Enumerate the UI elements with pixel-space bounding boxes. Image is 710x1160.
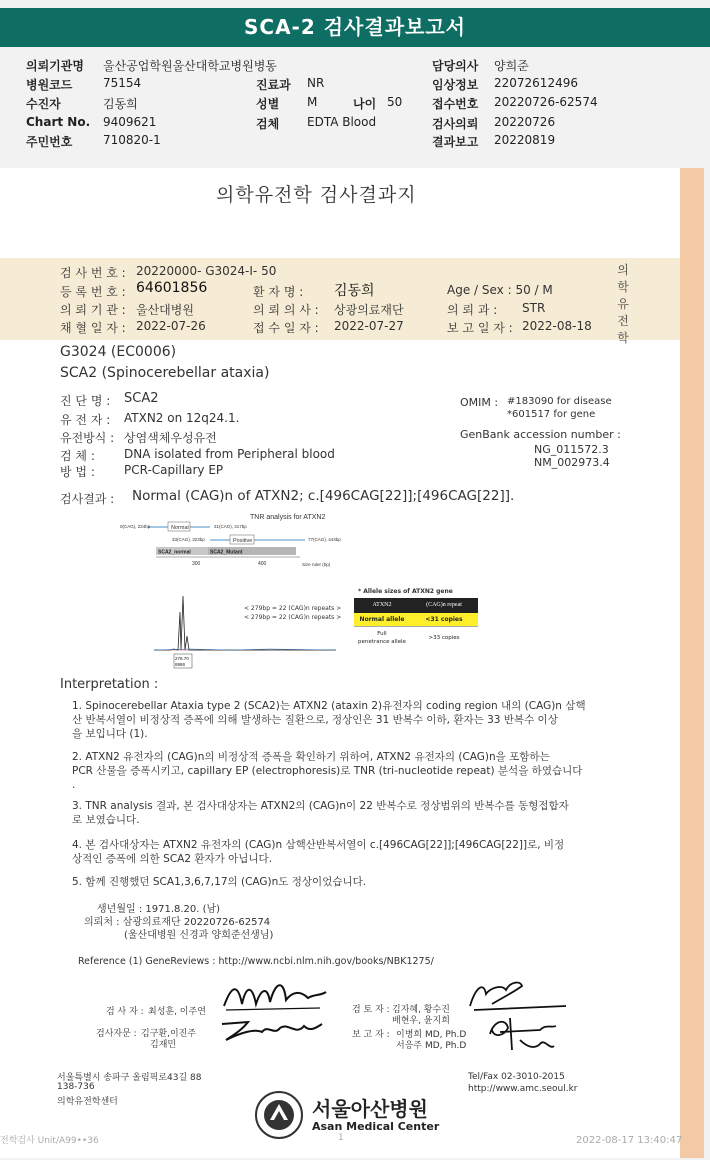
paragraph-line: 1. Spinocerebellar Ataxia type 2 (SCA2)는 ATXN2 (ataxin 2)유전자의 coding region 내의 (CAG)n 삼핵 — [72, 700, 586, 712]
info-label: 검 사 번 호 : — [60, 266, 126, 280]
inheritance: 상염색체우성유전 — [124, 431, 217, 445]
reviewers: 김자혜, 황수진 — [392, 1005, 450, 1015]
address-line-3: 의학유전학센터 — [57, 1097, 118, 1107]
reporter-signature — [480, 1010, 570, 1062]
client-detail: (울산대병원 신경과 양희준선생님) — [124, 930, 274, 941]
birth-date: 생년월일 : 1971.8.20. (남) — [97, 904, 221, 915]
field-label: 방 법 : — [60, 465, 95, 479]
paragraph-line: 4. 본 검사대상자는 ATXN2 유전자의 (CAG)n 삼핵산반복서열이 c.[496CAG[22]];[496CAG[22]]로, 비정 — [72, 839, 565, 851]
header-label: 나이 — [353, 97, 377, 111]
positive-box-label: Positive — [233, 538, 253, 544]
omim-gene: *601517 for gene — [507, 409, 596, 420]
reporters: 이병희 MD, Ph.D — [396, 1030, 467, 1040]
header-label: 접수번호 — [432, 97, 479, 111]
reference: Reference (1) GeneReviews : http://www.ncbi.nlm.nih.gov/books/NBK1275/ — [78, 956, 434, 967]
field-label: 유 전 자 : — [60, 413, 111, 427]
allele-cell-line: penetrance allele — [358, 639, 406, 645]
peak-note-2: < 279bp = 22 (CAG)n repeats > — [244, 614, 342, 621]
paragraph-line: . — [72, 779, 76, 791]
header-value: 양희준 — [494, 59, 529, 73]
patient-name: 김동희 — [334, 283, 375, 299]
header-label: Chart No. — [26, 115, 91, 129]
header-value: NR — [307, 76, 325, 90]
unit-footer: 전학검사 Unit/A99••36 — [0, 1136, 99, 1146]
tick-300: 300 — [192, 561, 201, 567]
omim-label: OMIM : — [460, 396, 499, 409]
tnr-right-label-1: 31(CAG), 317bp — [214, 524, 247, 529]
header-value: 50 — [387, 95, 403, 109]
tel-fax: Tel/Fax 02-3010-2015 — [468, 1072, 565, 1082]
print-timestamp: 2022-08-17 13:40:47 — [576, 1135, 683, 1146]
paragraph-line: 을 보입니다 (1). — [72, 728, 148, 740]
allele-cell — [354, 627, 410, 649]
omim-disease: #183090 for disease — [507, 396, 612, 407]
header-label: 주민번호 — [26, 135, 73, 149]
header-label: 담당의사 — [432, 59, 479, 73]
interpretation-paragraph-2 — [72, 750, 582, 792]
header-label: 결과보고 — [432, 135, 479, 149]
allele-cell: Normal allele — [354, 613, 410, 626]
method: PCR-Capillary EP — [124, 463, 224, 477]
logo-english: Asan Medical Center — [312, 1120, 440, 1133]
asan-foundation-seal — [254, 1090, 304, 1140]
counsel-signature — [218, 1014, 338, 1044]
client-info: 의뢰처 : 삼광의료재단 20220726-62574 — [84, 917, 271, 928]
allele-cell-line: Full — [377, 631, 387, 637]
interpretation-paragraph-3 — [72, 799, 569, 827]
collection-date: 2022-07-26 — [136, 319, 206, 333]
report-date: 2022-08-18 — [522, 319, 592, 333]
testers: 최성훈, 이주연 — [148, 1007, 206, 1017]
paragraph-line: 산 반복서열이 비정상적 증폭에 의해 발생하는 질환으로, 정상인은 31 반복수 이하, 환자는 33 반복수 이상 — [72, 714, 558, 726]
logo-korean: 서울아산병원 — [312, 1097, 428, 1121]
website: http://www.amc.seoul.kr — [468, 1084, 578, 1094]
header-label: 의뢰기관명 — [26, 59, 84, 73]
normal-box-label: Normal — [171, 525, 189, 531]
paragraph-line: 3. TNR analysis 결과, 본 검사대상자는 ATXN2의 (CAG)n이 22 반복수로 정상범위의 반복수를 동형접합자 — [72, 800, 569, 812]
sign-label: 검 사 자 : — [106, 1007, 144, 1017]
electropherogram — [150, 592, 340, 670]
header-value: 20220726 — [494, 115, 556, 129]
sign-label: 보 고 자 : — [352, 1030, 390, 1040]
bar-normal-label: SCA2_normal — [158, 549, 191, 556]
allele-col-header: ATXN2 — [372, 602, 392, 608]
tnr-right-label-2: 77(CAG), 443bp — [308, 537, 341, 542]
interpretation-heading: Interpretation : — [60, 677, 159, 692]
info-label: 등 록 번 호 : — [60, 285, 126, 299]
tnr-diagram — [110, 510, 360, 570]
header-label: 진료과 — [256, 78, 291, 92]
info-label: 의 뢰 의 사 : — [253, 303, 319, 317]
paragraph-line: 상적인 증폭에 의한 SCA2 환자가 아닙니다. — [72, 853, 273, 865]
tnr-left-label-2: 33(CAG), 323bp — [172, 537, 205, 542]
tick-400: 400 — [258, 561, 267, 567]
sign-label: 검사자문 : — [96, 1029, 137, 1039]
sign-label: 검 토 자 : — [352, 1005, 390, 1015]
allele-table — [354, 598, 478, 649]
allele-cell: >33 copies — [428, 635, 460, 641]
info-label: 의 뢰 기 관 : — [60, 303, 126, 317]
header-value: 75154 — [103, 76, 142, 90]
allele-col-header: (CAG)n repeat — [426, 602, 462, 608]
header-label: 병원코드 — [26, 78, 73, 92]
interpretation-paragraph-5: 5. 함께 진행했던 SCA1,3,6,7,17의 (CAG)n도 정상이었습니다. — [72, 876, 367, 888]
header-value: 김동희 — [103, 97, 138, 111]
allele-table-title: * Allele sizes of ATXN2 gene — [358, 588, 453, 595]
reviewers-2: 배현우, 윤지희 — [392, 1016, 450, 1026]
header-value: 9409621 — [103, 115, 157, 129]
counselors-2: 김재민 — [150, 1040, 177, 1050]
field-label: 유전방식 : — [60, 431, 115, 445]
specimen: DNA isolated from Peripheral blood — [124, 447, 335, 461]
header-value: M — [307, 95, 318, 109]
paragraph-line: 로 보였습니다. — [72, 814, 140, 826]
header-value: EDTA Blood — [307, 115, 377, 129]
age-sex: Age / Sex : 50 / M — [447, 283, 553, 297]
field-label: 검 체 : — [60, 449, 95, 463]
info-label: 접 수 일 자 : — [253, 321, 319, 335]
vertical-side-text: 의학유전학 — [617, 263, 629, 345]
requesting-institution: 울산대병원 — [136, 303, 194, 317]
tester-signature — [220, 974, 330, 1014]
header-value: 울산공업학원울산대학교병원병동 — [103, 59, 277, 73]
header-value: 710820-1 — [103, 133, 161, 147]
document-title: 의학유전학 검사결과지 — [216, 184, 417, 206]
paragraph-line: PCR 산물을 증폭시키고, capillary EP (electrophoresis)로 TNR (tri-nucleotide repeat) 분석을 하였습니다 — [72, 765, 583, 777]
header-label: 검체 — [256, 117, 280, 131]
header-value: 20220726-62574 — [494, 95, 598, 109]
header-label: 검사의뢰 — [432, 117, 479, 131]
interpretation-paragraph-4 — [72, 838, 564, 866]
reporters-2: 서응주 MD, Ph.D — [396, 1041, 467, 1051]
info-label: 환 자 명 : — [253, 285, 304, 299]
header-label: 임상정보 — [432, 78, 479, 92]
genbank-ng: NG_011572.3 — [534, 443, 609, 456]
peak-label-height: 8986 — [175, 662, 186, 667]
registration-number: 64601856 — [136, 280, 208, 296]
page-number: 1 — [338, 1133, 344, 1143]
bar-mutant-label: SCA2_Mutant — [210, 549, 243, 556]
test-number: 20220000- G3024-I- 50 — [136, 264, 277, 278]
peak-label-size: 278.70 — [175, 656, 189, 661]
result-label: 검사결과 : — [60, 492, 115, 506]
department: STR — [522, 301, 546, 315]
info-label: 보 고 일 자 : — [447, 321, 513, 335]
banner-title: SCA-2 검사결과보고서 — [244, 15, 466, 39]
genbank-label: GenBank accession number : — [460, 428, 621, 441]
header-label: 성별 — [256, 97, 280, 111]
size-ruler-label: Size ruler (bp) — [302, 562, 331, 567]
gene: ATXN2 on 12q24.1. — [124, 411, 240, 425]
field-label: 진 단 명 : — [60, 394, 111, 408]
allele-cell: <31 copies — [410, 613, 478, 626]
paragraph-line: 2. ATXN2 유전자의 (CAG)n의 비정상적 증폭을 확인하기 위하여, ATXN2 유전자의 (CAG)n을 포함하는 — [72, 751, 550, 763]
test-subtitle: SCA2 (Spinocerebellar ataxia) — [60, 365, 270, 381]
diagnosis: SCA2 — [124, 391, 159, 406]
counselors: 김구환,이진주 — [141, 1029, 197, 1039]
address-line-2: 138-736 — [57, 1082, 95, 1092]
peak-note-1: < 279bp = 22 (CAG)n repeats > — [244, 605, 342, 612]
requesting-doctor: 상광의료재단 — [334, 303, 404, 317]
info-label: 채 혈 일 자 : — [60, 321, 126, 335]
report-banner — [0, 8, 710, 47]
tnr-left-label-1: 0(CAG), 224bp — [120, 524, 151, 529]
info-label: 의 뢰 과 : — [447, 303, 498, 317]
header-label: 수진자 — [26, 97, 61, 111]
tnr-title: TNR analysis for ATXN2 — [250, 514, 326, 521]
result-text: Normal (CAG)n of ATXN2; c.[496CAG[22]];[496CAG[22]]. — [132, 488, 515, 504]
genbank-nm: NM_002973.4 — [534, 456, 610, 469]
test-code: G3024 (EC0006) — [60, 344, 177, 360]
header-value: 20220819 — [494, 133, 556, 147]
address-line-1: 서울특별시 송파구 올림픽로43길 88 — [57, 1073, 202, 1083]
header-value: 22072612496 — [494, 76, 578, 90]
side-strip — [680, 168, 704, 1158]
receipt-date: 2022-07-27 — [334, 319, 404, 333]
interpretation-paragraph-1 — [72, 699, 586, 741]
